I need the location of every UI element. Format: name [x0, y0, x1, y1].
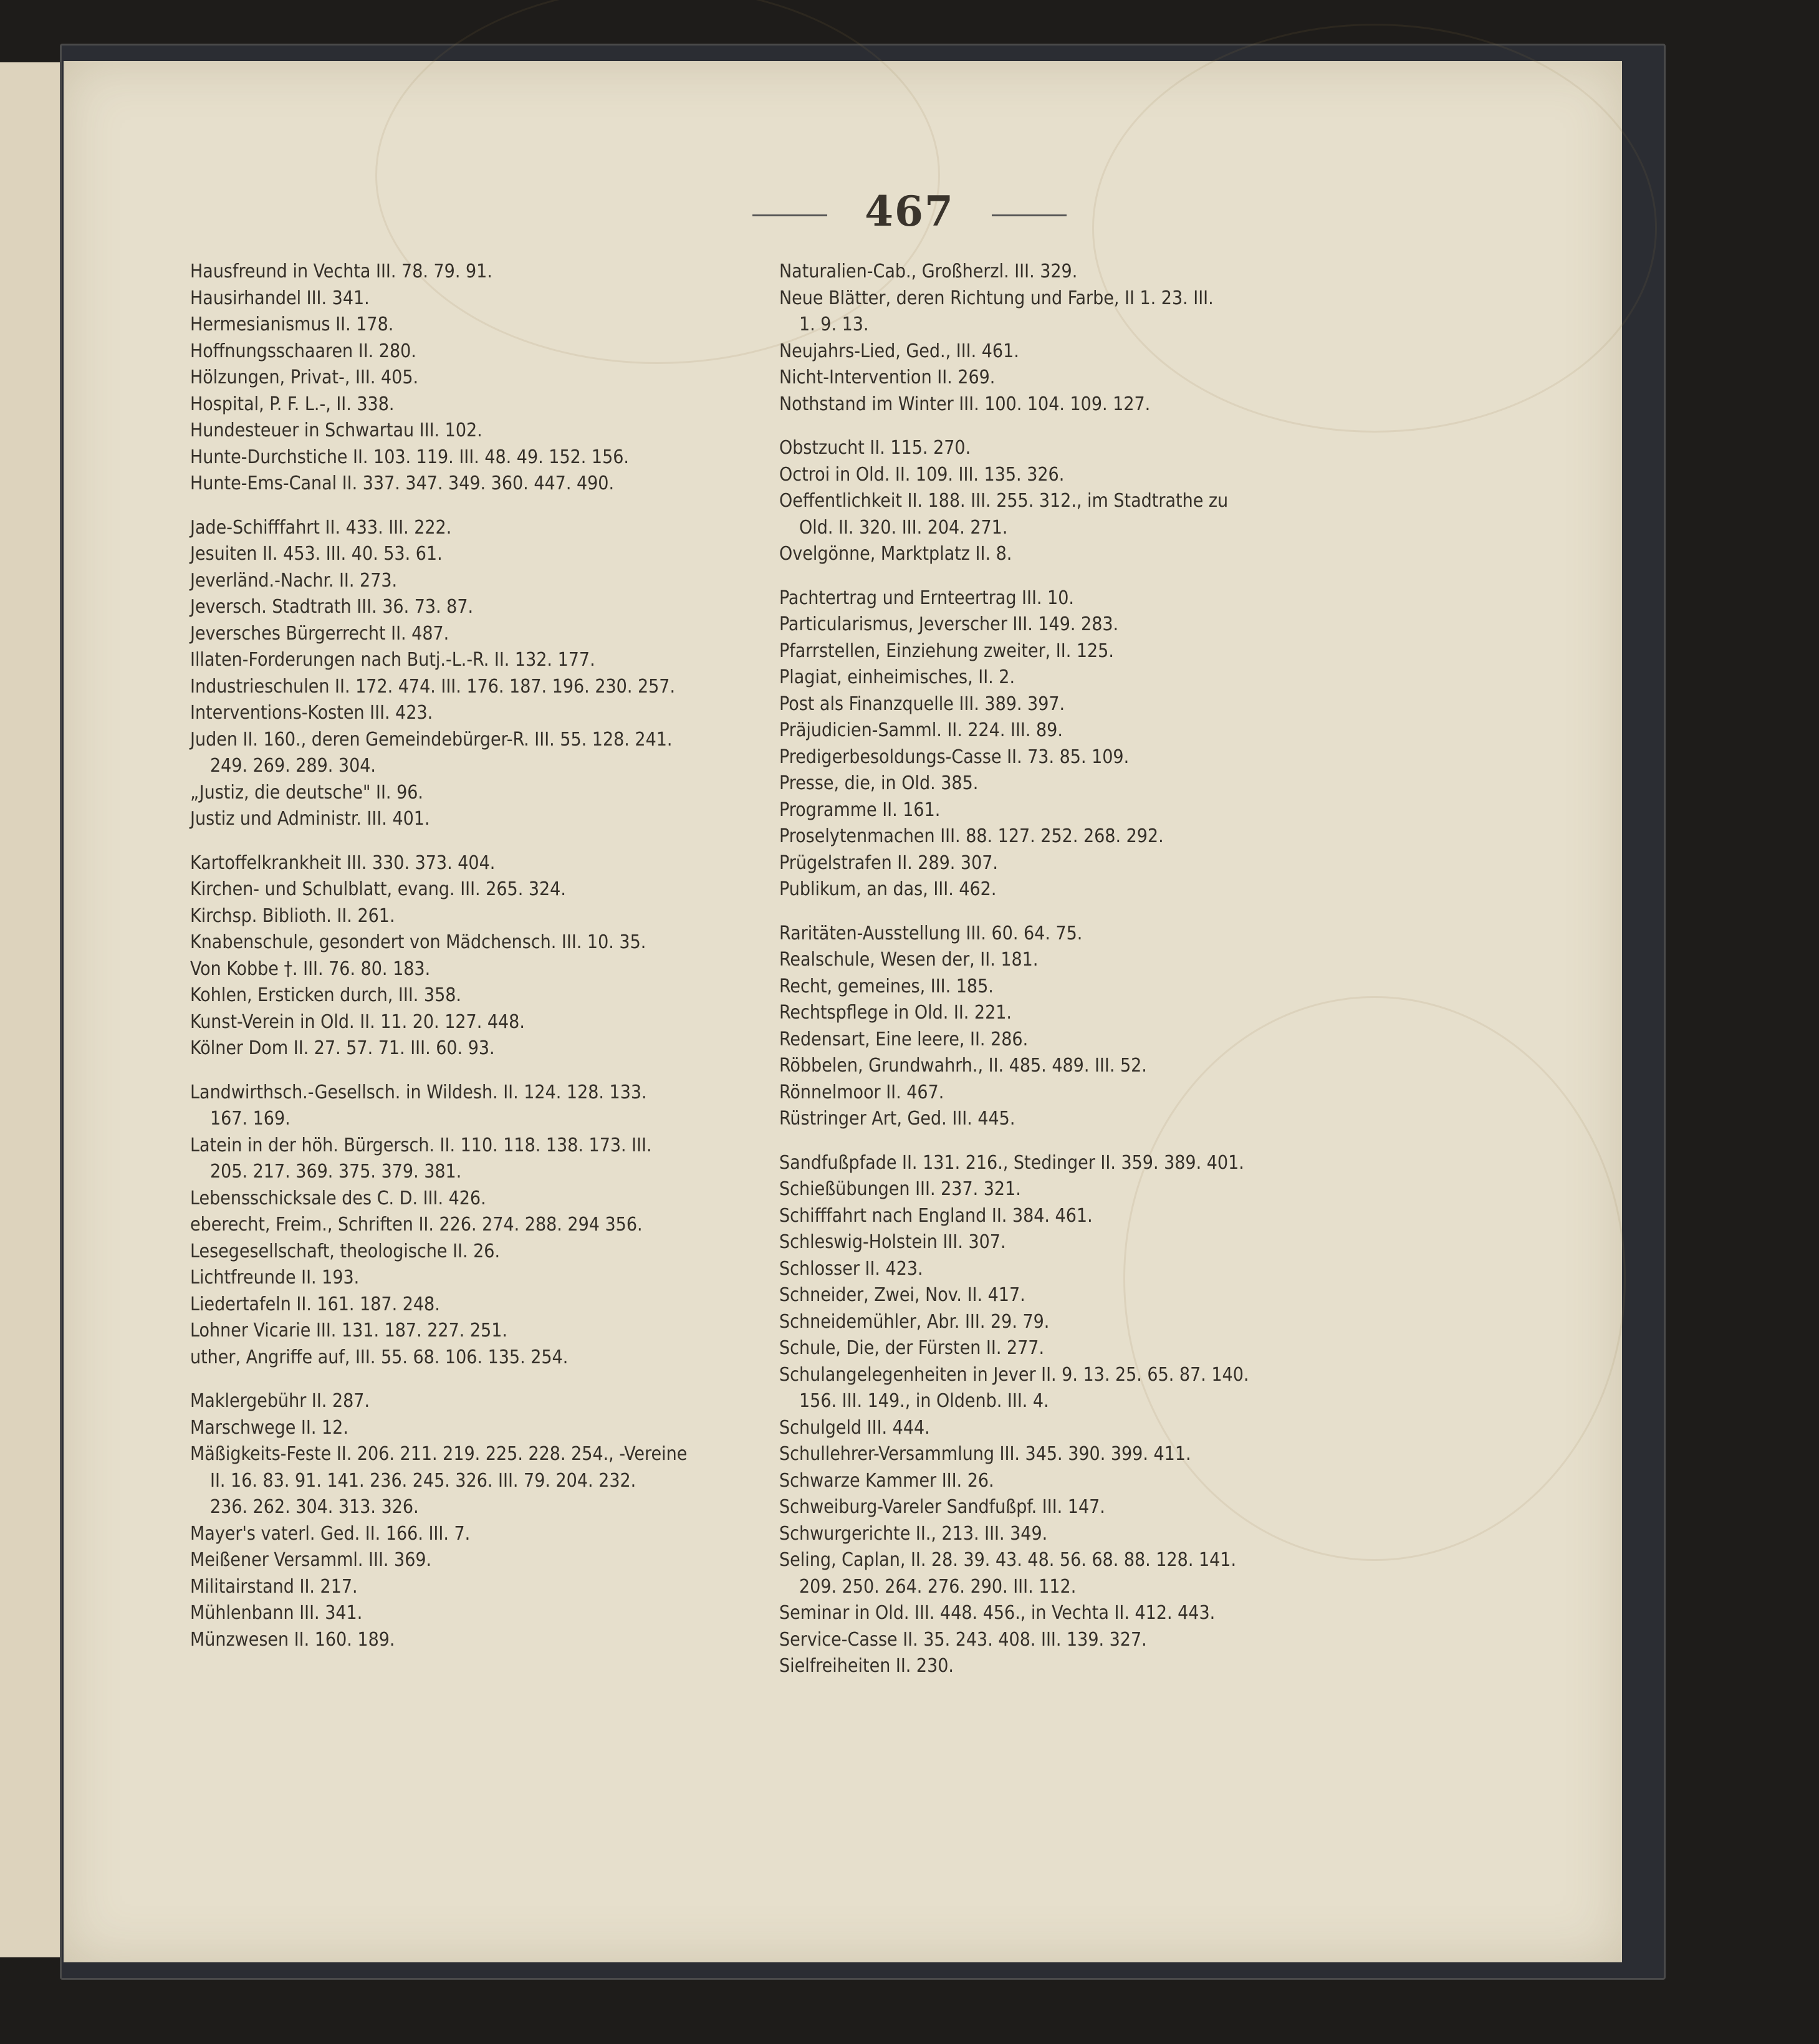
- index-entry: Naturalien-Cab., Großherzl. III. 329.: [779, 261, 1078, 282]
- index-entry: Jade-Schifffahrt II. 433. III. 222.: [190, 516, 452, 539]
- index-entry: Interventions-Kosten III. 423.: [190, 702, 433, 724]
- index-entry-continuation: 209. 250. 264. 276. 290. III. 112.: [799, 1575, 1077, 1598]
- index-entry: Recht, gemeines, III. 185.: [779, 975, 994, 997]
- index-entry: Illaten-Forderungen nach Butj.-L.-R. II. 132. 177.: [190, 649, 595, 671]
- index-entry: uther, Angriffe auf, III. 55. 68. 106. 135. 254.: [190, 1346, 569, 1368]
- index-entry: Industrieschulen II. 172. 474. III. 176. 187. 196. 230. 257.: [190, 675, 676, 698]
- index-entry: Schweiburg-Vareler Sandfußpf. III. 147.: [779, 1496, 1105, 1518]
- index-entry: Rüstringer Art, Ged. III. 445.: [779, 1108, 1015, 1130]
- index-entry: Octroi in Old. II. 109. III. 135. 326.: [779, 463, 1065, 486]
- index-entry: Pfarrstellen, Einziehung zweiter, II. 125.: [779, 640, 1114, 662]
- index-entry: Hausirhandel III. 341.: [190, 287, 370, 309]
- index-entry: Mäßigkeits-Feste II. 206. 211. 219. 225. 228. 254., -Vereine: [190, 1443, 688, 1465]
- header-rule-left: [752, 214, 827, 216]
- index-entry: Mühlenbann III. 341.: [190, 1602, 363, 1624]
- index-entry: Meißener Versamml. III. 369.: [190, 1549, 432, 1571]
- index-entry: Von Kobbe †. III. 76. 80. 183.: [190, 957, 431, 980]
- section-gap: [779, 903, 1415, 921]
- index-entry: Schwurgerichte II., 213. III. 349.: [779, 1522, 1048, 1545]
- index-entry: Schullehrer-Versammlung III. 345. 390. 399. 411.: [779, 1443, 1191, 1465]
- index-entry: Schulangelegenheiten in Jever II. 9. 13. 25. 65. 87. 140.: [779, 1363, 1249, 1386]
- index-entry: Schneider, Zwei, Nov. II. 417.: [779, 1284, 1025, 1306]
- index-entry: Realschule, Wesen der, II. 181.: [779, 949, 1039, 971]
- index-entry: Neujahrs-Lied, Ged., III. 461.: [779, 340, 1019, 362]
- index-entry: Lohner Vicarie III. 131. 187. 227. 251.: [190, 1320, 507, 1341]
- index-entry: Hunte-Durchstiche II. 103. 119. III. 48. 49. 152. 156.: [190, 446, 629, 468]
- index-entry: Latein in der höh. Bürgersch. II. 110. 118. 138. 173. III.: [190, 1134, 652, 1156]
- index-entry: Seminar in Old. III. 448. 456., in Vechta II. 412. 443.: [779, 1602, 1216, 1624]
- index-entry-continuation: 156. III. 149., in Oldenb. III. 4.: [799, 1390, 1049, 1412]
- index-entry: Presse, die, in Old. 385.: [779, 772, 979, 794]
- index-entry: Raritäten-Ausstellung III. 60. 64. 75.: [779, 922, 1083, 944]
- index-entry-continuation: 1. 9. 13.: [799, 314, 869, 335]
- index-entry: Nothstand im Winter III. 100. 104. 109. 127.: [779, 393, 1151, 415]
- index-entry: Lesegesellschaft, theologische II. 26.: [190, 1240, 501, 1262]
- index-entry: Predigerbesoldungs-Casse II. 73. 85. 109.: [779, 746, 1130, 768]
- index-entry: Nicht-Intervention II. 269.: [779, 367, 996, 388]
- section-gap: [190, 1062, 751, 1080]
- section-gap: [779, 418, 1415, 435]
- index-entry-continuation: Old. II. 320. III. 204. 271.: [799, 516, 1008, 539]
- index-entry: Kohlen, Ersticken durch, III. 358.: [190, 984, 461, 1006]
- index-entry: Maklergebühr II. 287.: [190, 1390, 370, 1412]
- index-entry: Hermesianismus II. 178.: [190, 314, 394, 335]
- index-entry: Kunst-Verein in Old. II. 11. 20. 127. 448.: [190, 1010, 525, 1033]
- index-entry: Schneidemühler, Abr. III. 29. 79.: [779, 1310, 1050, 1333]
- index-entry: Münzwesen II. 160. 189.: [190, 1628, 395, 1651]
- index-entry-continuation: 205. 217. 369. 375. 379. 381.: [210, 1161, 462, 1183]
- index-entry: Hospital, P. F. L.-, II. 338.: [190, 393, 395, 415]
- index-entry: Hundesteuer in Schwartau III. 102.: [190, 420, 482, 441]
- index-entry: Militairstand II. 217.: [190, 1575, 358, 1598]
- index-entry: Plagiat, einheimisches, II. 2.: [779, 666, 1015, 688]
- index-entry: Kirchen- und Schulblatt, evang. III. 265. 324.: [190, 878, 566, 900]
- index-entry: Landwirthsch.-Gesellsch. in Wildesh. II. 124. 128. 133.: [190, 1081, 647, 1103]
- index-entry: Juden II. 160., deren Gemeindebürger-R. III. 55. 128. 241.: [190, 728, 673, 751]
- index-entry: Sielfreiheiten II. 230.: [779, 1655, 954, 1677]
- index-entry: Schule, Die, der Fürsten II. 277.: [779, 1337, 1045, 1359]
- index-entry: „Justiz, die deutsche" II. 96.: [190, 781, 423, 804]
- header-rule-right: [992, 214, 1067, 216]
- index-entry: Publikum, an das, III. 462.: [779, 878, 997, 900]
- previous-page-edge: [0, 62, 69, 1957]
- index-entry: Particularismus, Jeverscher III. 149. 283.: [779, 613, 1119, 635]
- index-entry: Redensart, Eine leere, II. 286.: [779, 1028, 1029, 1050]
- index-entry: Kirchsp. Biblioth. II. 261.: [190, 904, 395, 927]
- index-column-right: [779, 259, 1415, 1680]
- index-entry: Justiz und Administr. III. 401.: [190, 808, 430, 830]
- index-entry: Hoffnungsschaaren II. 280.: [190, 340, 416, 362]
- index-entry: Mayer's vaterl. Ged. II. 166. III. 7.: [190, 1522, 471, 1545]
- index-entry: Service-Casse II. 35. 243. 408. III. 139. 327.: [779, 1628, 1147, 1651]
- index-entry: Jeversches Bürgerrecht II. 487.: [190, 622, 449, 645]
- section-gap: [779, 568, 1415, 585]
- index-entry: Oeffentlichkeit II. 188. III. 255. 312., im Stadtrathe zu: [779, 490, 1229, 512]
- index-entry: Ovelgönne, Marktplatz II. 8.: [779, 543, 1012, 565]
- page-number: 467: [865, 187, 954, 236]
- index-entry: Rechtspflege in Old. II. 221.: [779, 1002, 1012, 1024]
- section-gap: [190, 1371, 751, 1388]
- index-entry: Lebensschicksale des C. D. III. 426.: [190, 1187, 486, 1209]
- index-entry: Röbbelen, Grundwahrh., II. 485. 489. III. 52.: [779, 1055, 1147, 1077]
- index-entry: Lichtfreunde II. 193.: [190, 1267, 360, 1288]
- page-number-header: [0, 187, 1819, 236]
- index-entry: Schulgeld III. 444.: [779, 1416, 930, 1439]
- index-entry: Schlosser II. 423.: [779, 1257, 923, 1280]
- index-entry-continuation: II. 16. 83. 91. 141. 236. 245. 326. III. 79. 204. 232.: [210, 1469, 636, 1492]
- index-entry-continuation: 249. 269. 289. 304.: [210, 755, 377, 777]
- index-entry: Seling, Caplan, II. 28. 39. 43. 48. 56. 68. 88. 128. 141.: [779, 1549, 1237, 1571]
- index-entry: Liedertafeln II. 161. 187. 248.: [190, 1293, 440, 1315]
- index-column-left: [190, 259, 751, 1653]
- section-gap: [190, 833, 751, 850]
- index-entry: Jeversch. Stadtrath III. 36. 73. 87.: [190, 596, 474, 618]
- index-entry: Programme II. 161.: [779, 799, 941, 821]
- index-entry: Hölzungen, Privat-, III. 405.: [190, 367, 419, 388]
- index-entry: Post als Finanzquelle III. 389. 397.: [779, 693, 1065, 715]
- section-gap: [190, 497, 751, 515]
- index-entry: Jeverländ.-Nachr. II. 273.: [190, 569, 398, 592]
- index-entry: Schifffahrt nach England II. 384. 461.: [779, 1204, 1093, 1227]
- index-entry: Präjudicien-Samml. II. 224. III. 89.: [779, 719, 1063, 741]
- index-entry: Sandfußpfade II. 131. 216., Stedinger II. 359. 389. 401.: [779, 1151, 1244, 1174]
- index-entry: Schießübungen III. 237. 321.: [779, 1178, 1021, 1200]
- index-entry: Neue Blätter, deren Richtung und Farbe, II 1. 23. III.: [779, 287, 1214, 309]
- index-entry: Obstzucht II. 115. 270.: [779, 437, 971, 459]
- index-entry: Schwarze Kammer III. 26.: [779, 1469, 994, 1492]
- index-entry: Rönnelmoor II. 467.: [779, 1081, 944, 1103]
- index-entry: Prügelstrafen II. 289. 307.: [779, 852, 999, 874]
- index-entry-continuation: 236. 262. 304. 313. 326.: [210, 1496, 419, 1518]
- index-entry: Schleswig-Holstein III. 307.: [779, 1231, 1006, 1253]
- index-entry: eberecht, Freim., Schriften II. 226. 274. 288. 294 356.: [190, 1214, 643, 1236]
- index-entry: Hausfreund in Vechta III. 78. 79. 91.: [190, 261, 492, 282]
- index-entry: Proselytenmachen III. 88. 127. 252. 268. 292.: [779, 825, 1164, 847]
- index-entry: Hunte-Ems-Canal II. 337. 347. 349. 360. 447. 490.: [190, 473, 615, 494]
- index-entry: Marschwege II. 12.: [190, 1416, 348, 1439]
- index-entry: Pachtertrag und Ernteertrag III. 10.: [779, 587, 1074, 609]
- index-entry: Kölner Dom II. 27. 57. 71. III. 60. 93.: [190, 1037, 495, 1059]
- index-entry: Knabenschule, gesondert von Mädchensch. III. 10. 35.: [190, 931, 646, 953]
- index-entry: Jesuiten II. 453. III. 40. 53. 61.: [190, 543, 443, 565]
- section-gap: [779, 1133, 1415, 1150]
- index-entry: Kartoffelkrankheit III. 330. 373. 404.: [190, 852, 496, 874]
- index-entry-continuation: 167. 169.: [210, 1108, 290, 1130]
